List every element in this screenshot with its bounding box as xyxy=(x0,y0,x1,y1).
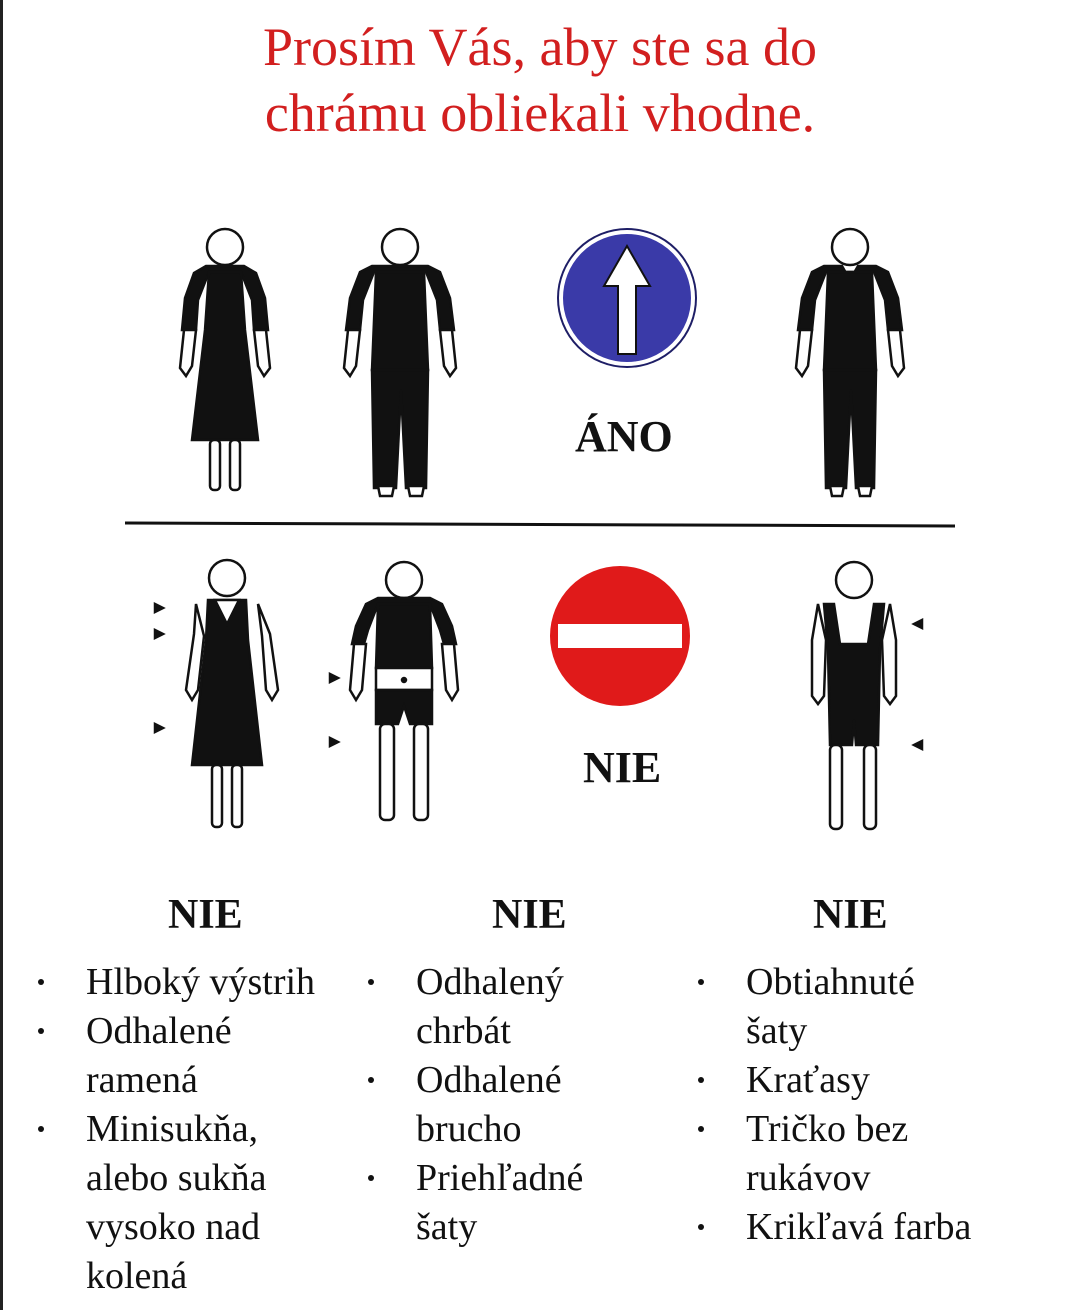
bullet-icon xyxy=(38,979,44,985)
pointer-marker-icon xyxy=(914,741,922,749)
list-item: Kraťasy xyxy=(746,1056,971,1105)
bullet-icon xyxy=(698,1077,704,1083)
allowed-label: ÁNO xyxy=(575,412,673,461)
forbidden-man-sleeveless-figure xyxy=(812,562,922,829)
bullet-icon xyxy=(698,1126,704,1132)
bullet-icon xyxy=(38,1028,44,1034)
list-item: Odhalený chrbát xyxy=(416,958,583,1056)
bullet-icon xyxy=(368,1077,374,1083)
allowed-woman-dress-figure xyxy=(180,229,270,490)
column-1-list xyxy=(86,958,315,1301)
list-item: Odhalené brucho xyxy=(416,1056,583,1154)
pointer-marker-icon xyxy=(155,604,163,612)
pointer-marker-icon xyxy=(330,674,338,682)
divider-line xyxy=(125,523,955,526)
column-3-heading: NIE xyxy=(813,892,888,938)
allowed-man-figure xyxy=(344,229,456,496)
pointer-marker-icon xyxy=(155,724,163,732)
pointer-marker-icon xyxy=(155,630,163,638)
bullet-icon xyxy=(368,979,374,985)
column-2-list xyxy=(416,958,583,1252)
column-1-heading: NIE xyxy=(168,892,243,938)
list-item: Odhalené ramená xyxy=(86,1007,315,1105)
pointer-marker-icon xyxy=(330,738,338,746)
list-item: Hlboký výstrih xyxy=(86,958,315,1007)
list-item: Minisukňa, alebo sukňa vysoko nad kolená xyxy=(86,1105,315,1301)
title-line-1: Prosím Vás, aby ste sa do xyxy=(263,17,817,77)
list-item: Priehľadné šaty xyxy=(416,1154,583,1252)
forbidden-label: NIE xyxy=(583,743,662,792)
list-item: Obtiahnuté šaty xyxy=(746,958,971,1056)
column-3-list xyxy=(746,958,971,1252)
allowed-man-vneck-figure xyxy=(796,229,904,496)
list-item: Krikľavá farba xyxy=(746,1203,971,1252)
column-2-heading: NIE xyxy=(492,892,567,938)
forbidden-no-entry-sign-icon xyxy=(550,566,690,706)
bullet-icon xyxy=(368,1175,374,1181)
title-line-2: chrámu obliekali vhodne. xyxy=(264,83,816,143)
bullet-icon xyxy=(698,979,704,985)
list-item: Tričko bez rukávov xyxy=(746,1105,971,1203)
bullet-icon xyxy=(38,1126,44,1132)
forbidden-man-crop-top-figure xyxy=(330,562,458,820)
bullet-icon xyxy=(698,1224,704,1230)
forbidden-woman-minidress-figure xyxy=(155,560,278,827)
allowed-arrow-sign-icon xyxy=(557,228,697,368)
pointer-marker-icon xyxy=(914,620,922,628)
